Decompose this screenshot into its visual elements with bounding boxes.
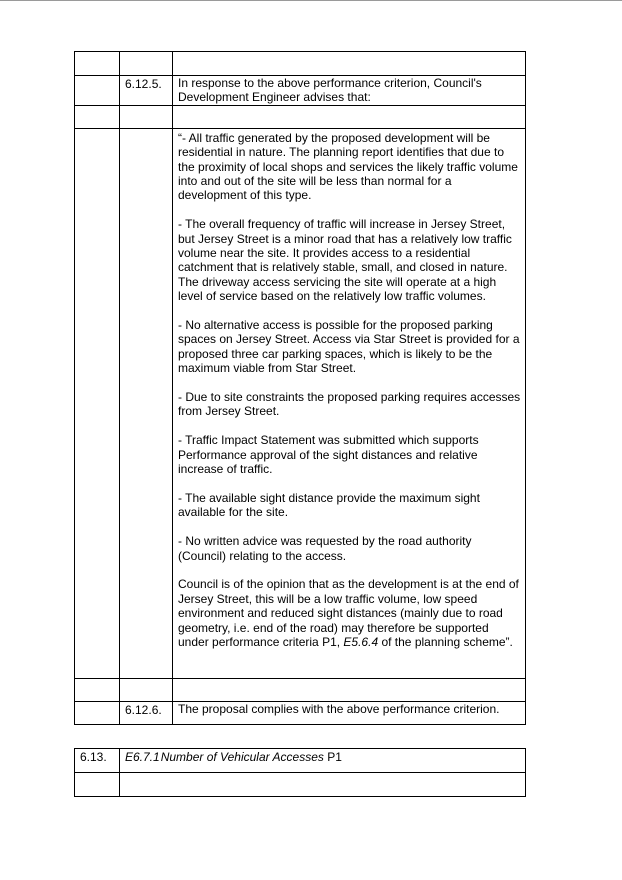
clause-text: The proposal complies with the above performance criterion. xyxy=(178,701,500,716)
assessment-table-6-12 xyxy=(74,51,526,725)
table-row xyxy=(75,128,526,678)
clause-number: 6.12.5. xyxy=(125,77,162,91)
advice-paragraph: - The available sight distance provide the maximum sight available for the site. xyxy=(178,490,480,520)
criterion-label: P1 xyxy=(327,750,342,764)
advice-paragraph: - Traffic Impact Statement was submitted which supports Performance approval of the sight distances and relative increase of traffic. xyxy=(178,433,479,477)
table-row xyxy=(75,678,526,701)
table-row xyxy=(75,749,526,773)
advice-paragraph: - No written advice was requested by the road authority (Council) relating to the access. xyxy=(178,534,472,563)
section-heading xyxy=(120,749,525,764)
page-edge xyxy=(0,0,622,1)
advice-paragraph: - The overall frequency of traffic will increase in Jersey Street, but Jersey Street is a minor road that has a relatively low traffic volume near the site. It provides access to a residential catchment that is relatively stable, small, and closed in nature. The driveway access servicing the site will operate at a high level of service based on the relatively low traffic volumes. xyxy=(178,217,512,304)
engineer-advice xyxy=(173,129,525,650)
table-row xyxy=(75,105,526,128)
advice-paragraph: - Due to site constraints the proposed parking requires accesses from Jersey Street. xyxy=(178,390,521,419)
advice-paragraph: - No alternative access is possible for the proposed parking spaces on Jersey Street. Access via Star Street is provided for a proposed three car parking spaces, which is likely to be the maximum viable from Star Street. xyxy=(178,318,520,376)
clause-number: 6.12.6. xyxy=(125,702,162,717)
clause-reference: E6.7.1 xyxy=(125,750,160,764)
advice-paragraph: “- All traffic generated by the proposed development will be residential in nature. The planning report identifies that due to the proximity of local shops and services the likely traffic volume into and out of the site will be less than normal for a development of this type. xyxy=(178,130,518,203)
scheme-reference: E5.6.4 xyxy=(343,634,379,649)
table-row xyxy=(75,52,526,76)
section-number: 6.13. xyxy=(80,750,107,764)
clause-text: In response to the above performance criterion, Council's Development Engineer advises that: xyxy=(178,76,482,105)
assessment-table-6-13 xyxy=(74,748,526,797)
council-opinion: Council is of the opinion that as the development is at the end of Jersey Street, this will be a low traffic volume, low speed environment and reduced sight distances (mainly due to road geometry, i.e. end of the road) may therefore be supported under performance criteria P1, E5.6.4 of the planning scheme”. xyxy=(178,577,519,649)
table-row xyxy=(75,773,526,797)
table-row xyxy=(75,701,526,724)
table-row xyxy=(75,76,526,106)
clause-title: Number of Vehicular Accesses xyxy=(160,750,324,764)
